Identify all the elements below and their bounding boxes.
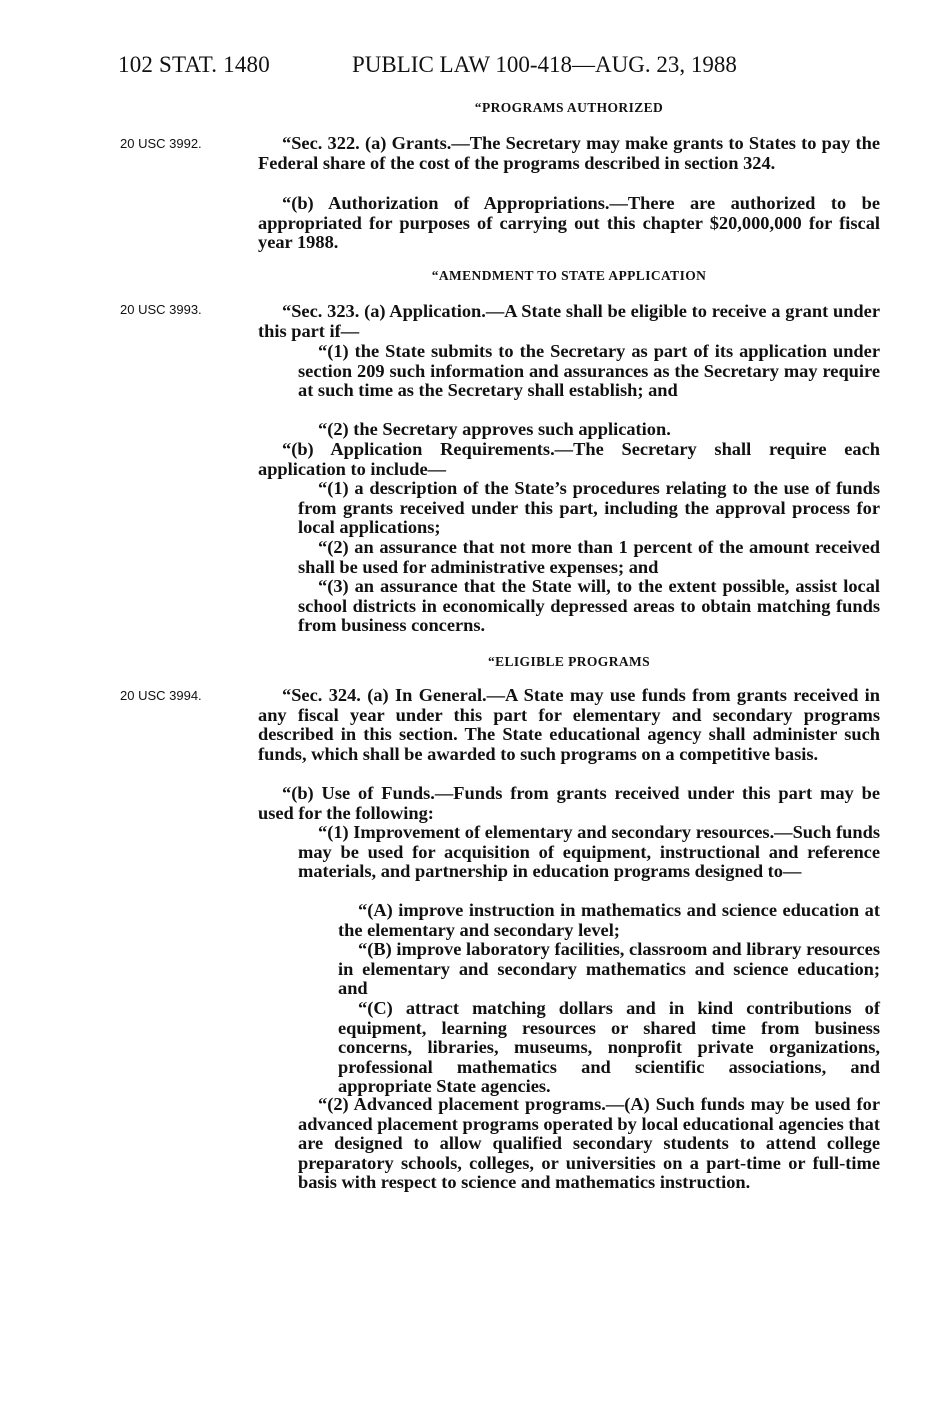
sec-323-b-3: “(3) an assurance that the State will, to the extent possible, assist local school districts in economically depressed areas to obtain matching funds from business concerns. [298, 576, 880, 636]
sec-324-b: “(b) Use of Funds.—Funds from grants received under this part may be used for the following: [258, 783, 880, 823]
public-law-title: PUBLIC LAW 100-418—AUG. 23, 1988 [352, 52, 737, 77]
sec-322-b: “(b) Authorization of Appropriations.—There are authorized to be appropriated for purposes of carrying out this chapter $20,000,000 for fiscal year 1988. [258, 193, 880, 253]
heading-amendment-state-application: “AMENDMENT TO STATE APPLICATION [431, 268, 707, 283]
sec-323-b-1: “(1) a description of the State’s procedures relating to the use of funds from grants received under this part, including the approval process for local applications; [298, 478, 880, 538]
sec-322-a: “Sec. 322. (a) Grants.—The Secretary may make grants to States to pay the Federal share of the cost of the programs described in section 324. [258, 133, 880, 173]
sec-323-b: “(b) Application Requirements.—The Secretary shall require each application to include— [258, 439, 880, 479]
sec-324-b-1-B: “(B) improve laboratory facilities, classroom and library resources in elementary and secondary mathematics and science education; and [338, 939, 880, 999]
sec-324-a: “Sec. 324. (a) In General.—A State may use funds from grants received in any fiscal year under this part for elementary and secondary programs described in this section. The State educational agency shall administer such funds, which shall be awarded to such programs on a competitive basis. [258, 685, 880, 764]
sec-323-a-1: “(1) the State submits to the Secretary as part of its application under section 209 such information and assurances as the Secretary may require at such time as the Secretary shall establish; and [298, 341, 880, 401]
sec-323-a-2: “(2) the Secretary approves such application. [318, 419, 671, 439]
sec-324-b-1: “(1) Improvement of elementary and secondary resources.—Such funds may be used for acquisition of equipment, instructional and reference materials, and partnership in education programs designed to— [298, 822, 880, 882]
sec-324-b-1-A: “(A) improve instruction in mathematics and science education at the elementary and secondary level; [338, 900, 880, 940]
sec-323-b-2: “(2) an assurance that not more than 1 percent of the amount received shall be used for administrative expenses; and [298, 537, 880, 577]
usc-note-3993: 20 USC 3993. [120, 302, 202, 317]
heading-programs-authorized: “PROGRAMS AUTHORIZED [474, 100, 664, 115]
usc-note-3994: 20 USC 3994. [120, 688, 202, 703]
sec-324-b-2: “(2) Advanced placement programs.—(A) Such funds may be used for advanced placement programs operated by local educational agencies that are designed to allow qualified secondary students to attend college preparatory schools, colleges, or universities on a part-time or full-time basis with respect to science and mathematics instruction. [298, 1094, 880, 1193]
heading-eligible-programs: “ELIGIBLE PROGRAMS [487, 654, 651, 669]
sec-324-b-1-C: “(C) attract matching dollars and in kind contributions of equipment, learning resources or shared time from business concerns, libraries, museums, nonprofit private organizations, professional mathematics and scientific associations, and appropriate State agencies. [338, 998, 880, 1097]
sec-323-a: “Sec. 323. (a) Application.—A State shall be eligible to receive a grant under this part if— [258, 301, 880, 341]
statute-page-number: 102 STAT. 1480 [118, 52, 270, 77]
usc-note-3992: 20 USC 3992. [120, 136, 202, 151]
